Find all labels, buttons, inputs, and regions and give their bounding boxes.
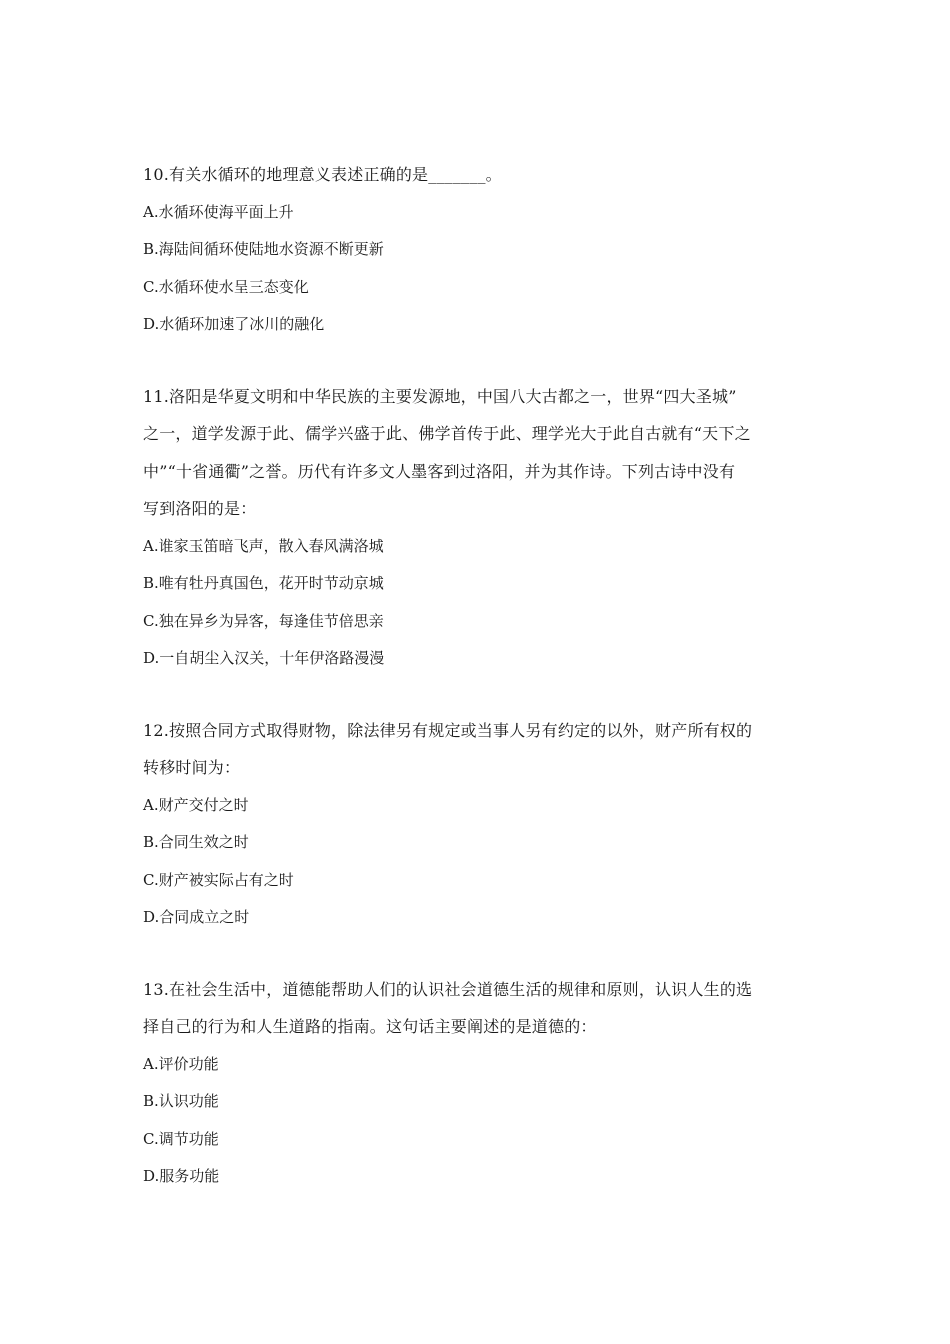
option-c: C.财产被实际占有之时 (143, 870, 294, 889)
question-stem-line: 11.洛阳是华夏文明和中华民族的主要发源地，中国八大古都之一，世界“四大圣城” (143, 386, 737, 406)
question-stem-line: 10.有关水循环的地理意义表述正确的是_______。 (143, 165, 502, 184)
option-d: D.水循环加速了冰川的融化 (143, 315, 325, 333)
question-10 (143, 156, 809, 344)
option-b: B.海陆间循环使陆地水资源不断更新 (143, 240, 384, 258)
question-stem-line: 之一，道学发源于此、儒学兴盛于此、佛学首传于此、理学光大于此自古就有“天下之 (143, 424, 751, 443)
question-stem-line: 择自己的行为和人生道路的指南。这句话主要阐述的是道德的： (143, 1017, 597, 1036)
option-a: A.水循环使海平面上升 (143, 202, 294, 221)
option-c: C.水循环使水呈三态变化 (143, 277, 309, 296)
document-page (143, 156, 809, 1230)
question-stem-line: 12.按照合同方式取得财物，除法律另有规定或当事人另有约定的以外，财产所有权的 (143, 720, 753, 740)
question-stem-line: 中”“十省通衢”之誉。历代有许多文人墨客到过洛阳，并为其作诗。下列古诗中没有 (143, 461, 736, 481)
question-stem-line: 转移时间为： (143, 758, 241, 777)
option-d: D.服务功能 (143, 1167, 220, 1185)
option-c: C.独在异乡为异客，每逢佳节倍思亲 (143, 611, 384, 630)
question-11 (143, 378, 809, 678)
question-stem-line: 13.在社会生活中，道德能帮助人们的认识社会道德生活的规律和原则，认识人生的选 (143, 979, 753, 999)
option-d: D.合同成立之时 (143, 908, 250, 926)
option-a: A.财产交付之时 (143, 795, 249, 814)
question-12 (143, 712, 809, 937)
option-d: D.一自胡尘入汉关，十年伊洛路漫漫 (143, 649, 385, 667)
question-13 (143, 971, 809, 1196)
option-b: B.唯有牡丹真国色，花开时节动京城 (143, 574, 384, 592)
option-b: B.认识功能 (143, 1092, 219, 1110)
option-a: A.评价功能 (143, 1054, 219, 1073)
option-a: A.谁家玉笛暗飞声，散入春风满洛城 (143, 536, 384, 555)
option-b: B.合同生效之时 (143, 833, 249, 851)
option-c: C.调节功能 (143, 1129, 219, 1148)
question-stem-line: 写到洛阳的是： (143, 499, 257, 518)
